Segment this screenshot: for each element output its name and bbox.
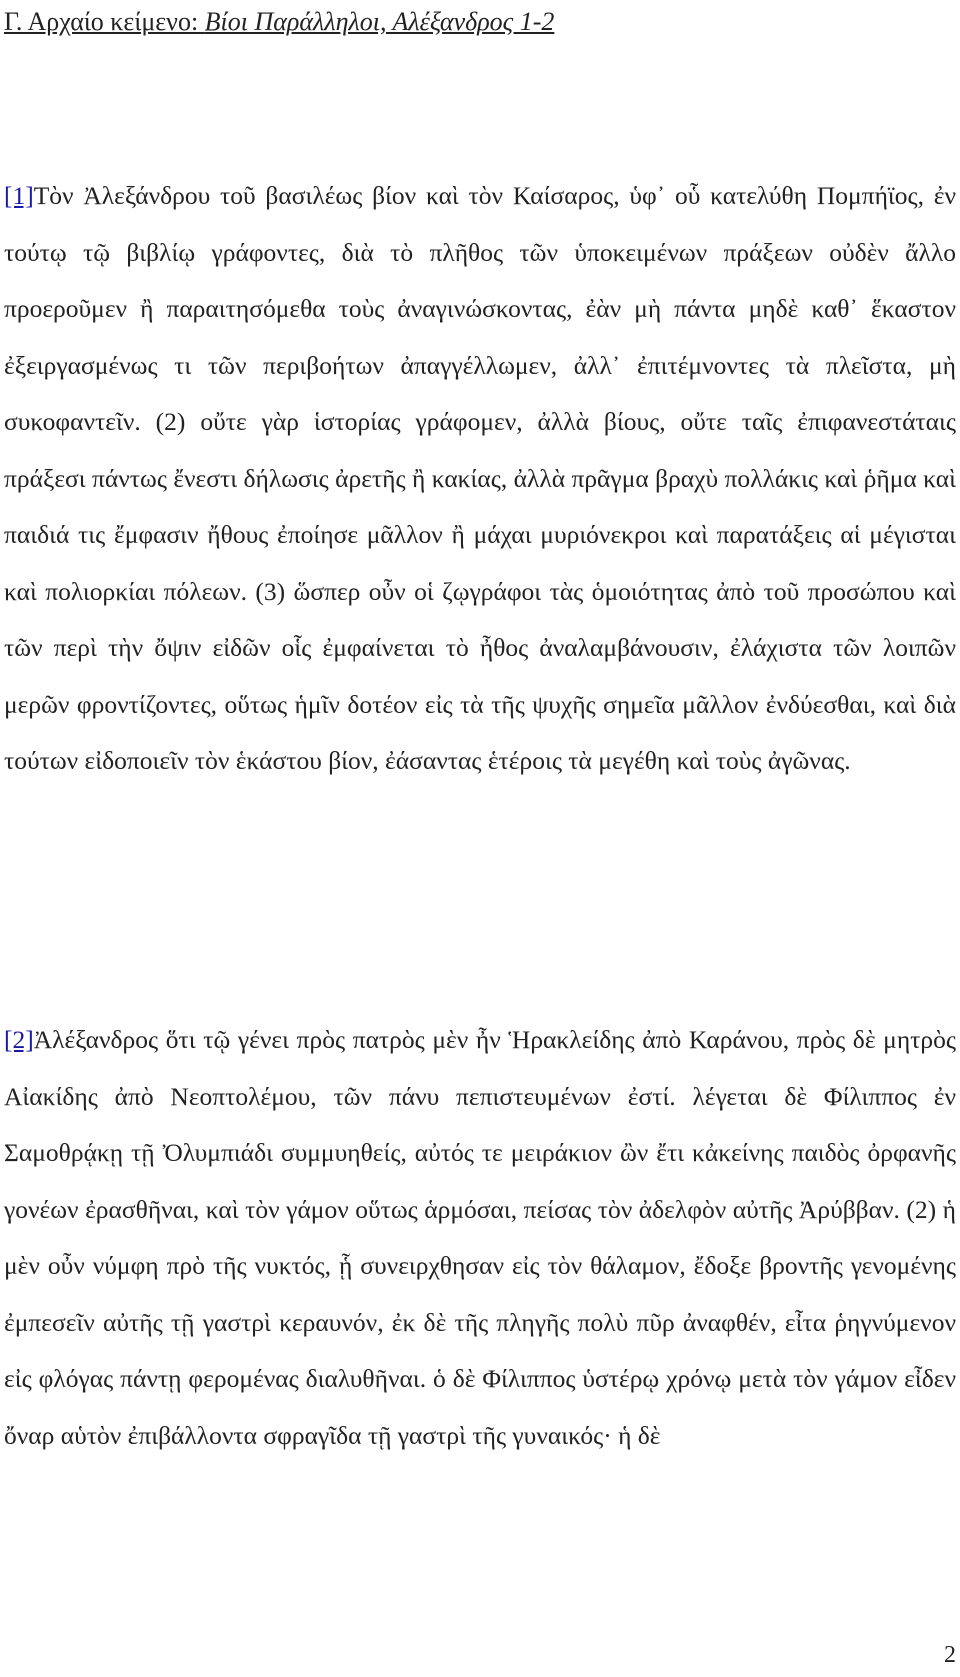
paragraph-2 [4, 1012, 956, 1464]
section-2-link[interactable]: [2] [4, 1025, 34, 1054]
paragraph-1 [4, 168, 956, 790]
section-heading [4, 4, 554, 40]
page-number: 2 [944, 1642, 956, 1668]
section-1-link[interactable]: [1] [4, 181, 34, 210]
paragraph-2-text: Ἀλέξανδρος ὅτι τῷ γένει πρὸς πατρὸς μὲν ἦν Ἡρακλείδης ἀπὸ Καράνου, πρὸς δὲ μητρὸς Αἰακίδης ἀπὸ Νεοπτολέμου, τῶν πάνυ πεπιστευμένων ἐστί. λέγεται δὲ Φίλιππος ἐν Σαμοθρᾴκῃ τῇ Ὀλυμπιάδι συμμυηθείς, αὐτός τε μειράκιον ὢν ἔτι κἀκείνης παιδὸς ὀρφανῆς γονέων ἐρασθῆναι, καὶ τὸν γάμον οὕτως ἁρμόσαι, πείσας τὸν ἀδελφὸν αὐτῆς Ἀρύββαν. (2) ἡ μὲν οὖν νύμφη πρὸ τῆς νυκτός, ᾗ συνειρχθησαν εἰς τὸν θάλαμον, ἔδοξε βροντῆς γενομένης ἐμπεσεῖν αὐτῆς τῇ γαστρὶ κεραυνόν, ἐκ δὲ τῆς πληγῆς πολὺ πῦρ ἀναφθέν, εἶτα ῥηγνύμενον εἰς φλόγας πάντῃ φερομένας διαλυθῆναι. ὁ δὲ Φίλιππος ὑστέρῳ χρόνῳ μετὰ τὸν γάμον εἶδεν ὄναρ αὑτὸν ἐπιβάλλοντα σφραγῖδα τῇ γαστρὶ τῆς γυναικός· ἡ δὲ [4, 1025, 956, 1450]
heading-title: Βίοι Παράλληλοι, Αλέξανδρος 1-2 [204, 7, 555, 36]
paragraph-1-text: Τὸν Ἀλεξάνδρου τοῦ βασιλέως βίον καὶ τὸν Καίσαρος, ὑφ᾽ οὗ κατελύθη Πομπήϊος, ἐν τούτῳ τῷ βιβλίῳ γράφοντες, διὰ τὸ πλῆθος τῶν ὑποκειμένων πράξεων οὐδὲν ἄλλο προεροῦμεν ἢ παραιτησόμεθα τοὺς ἀναγινώσκοντας, ἐὰν μὴ πάντα μηδὲ καθ᾽ ἕκαστον ἐξειργασμένως τι τῶν περιβοήτων ἀπαγγέλλωμεν, ἀλλ᾽ ἐπιτέμνοντες τὰ πλεῖστα, μὴ συκοφαντεῖν. (2) οὔτε γὰρ ἱστορίας γράφομεν, ἀλλὰ βίους, οὔτε ταῖς ἐπιφανεστάταις πράξεσι πάντως ἔνεστι δήλωσις ἀρετῆς ἢ κακίας, ἀλλὰ πρᾶγμα βραχὺ πολλάκις καὶ ῥῆμα καὶ παιδιά τις ἔμφασιν ἤθους ἐποίησε μᾶλλον ἢ μάχαι μυριόνεκροι καὶ παρατάξεις αἱ μέγισται καὶ πολιορκίαι πόλεων. (3) ὥσπερ οὖν οἱ ζῳγράφοι τὰς ὁμοιότητας ἀπὸ τοῦ προσώπου καὶ τῶν περὶ τὴν ὄψιν εἰδῶν οἷς ἐμφαίνεται τὸ ἦθος ἀναλαμβάνουσιν, ἐλάχιστα τῶν λοιπῶν μερῶν φροντίζοντες, οὕτως ἡμῖν δοτέον εἰς τὰ τῆς ψυχῆς σημεῖα μᾶλλον ἐνδύεσθαι, καὶ διὰ τούτων εἰδοποιεῖν τὸν ἑκάστου βίον, ἐάσαντας ἑτέροις τὰ μεγέθη καὶ τοὺς ἀγῶνας. [4, 181, 956, 775]
heading-prefix: Γ. Αρχαίο κείμενο: [4, 7, 205, 36]
